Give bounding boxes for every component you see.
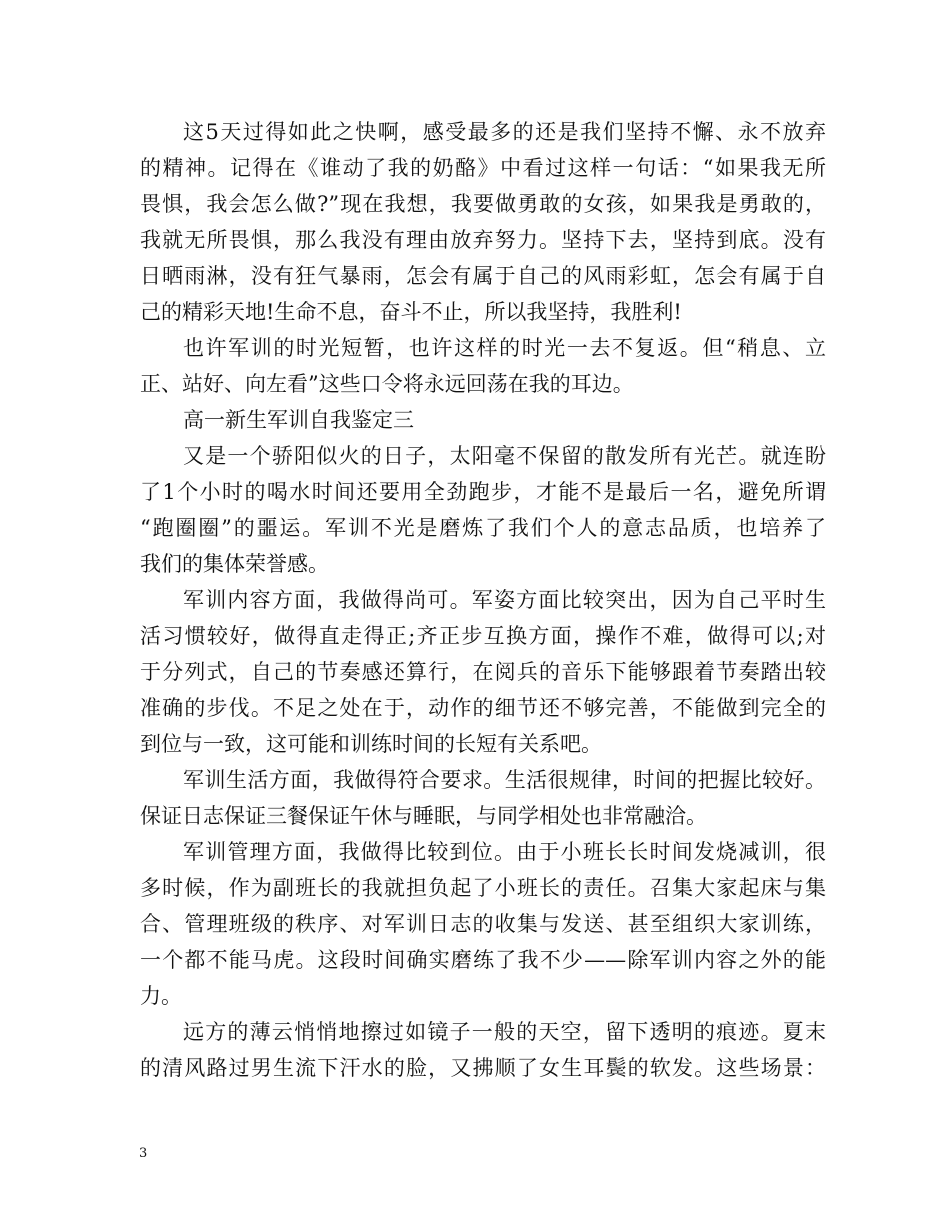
- text-line: 这5天过得如此之快啊，感受最多的还是我们坚持不懈、永不放弃: [183, 120, 826, 144]
- text-line: 我就无所畏惧，那么我没有理由放弃努力。坚持下去，坚持到底。没有: [140, 228, 826, 252]
- text-line: 军训内容方面，我做得尚可。军姿方面比较突出，因为自己平时生: [183, 588, 826, 612]
- text-line: 的清风路过男生流下汗水的脸，又拂顺了女生耳鬓的软发。这些场景：: [140, 1056, 826, 1080]
- text-line: 军训生活方面，我做得符合要求。生活很规律，时间的把握比较好。: [183, 768, 826, 792]
- text-line: 军训管理方面，我做得比较到位。由于小班长长时间发烧减训，很: [183, 840, 826, 864]
- text-line: 了1个小时的喝水时间还要用全劲跑步，才能不是最后一名，避免所谓: [140, 480, 826, 504]
- text-line: 于分列式，自己的节奏感还算行，在阅兵的音乐下能够跟着节奏踏出较: [140, 660, 826, 684]
- text-line: 高一新生军训自我鉴定三: [183, 408, 414, 432]
- text-line: 的精神。记得在《谁动了我的奶酪》中看过这样一句话：“如果我无所: [140, 156, 826, 180]
- page-number: 3: [139, 1146, 148, 1161]
- text-line: 保证日志保证三餐保证午休与睡眠，与同学相处也非常融洽。: [140, 804, 707, 828]
- text-line: 远方的薄云悄悄地擦过如镜子一般的天空，留下透明的痕迹。夏末: [183, 1020, 826, 1044]
- text-line: 日晒雨淋，没有狂气暴雨，怎会有属于自己的风雨彩虹，怎会有属于自: [140, 264, 826, 288]
- text-line: 活习惯较好，做得直走得正;齐正步互换方面，操作不难，做得可以;对: [140, 624, 826, 648]
- text-line: 一个都不能马虎。这段时间确实磨练了我不少——除军训内容之外的能: [140, 948, 826, 972]
- text-line: 合、管理班级的秩序、对军训日志的收集与发送、甚至组织大家训练，: [140, 912, 826, 936]
- text-line: 畏惧，我会怎么做?”现在我想，我要做勇敢的女孩，如果我是勇敢的，: [140, 192, 826, 216]
- text-line: 到位与一致，这可能和训练时间的长短有关系吧。: [140, 732, 602, 756]
- text-line: 多时候，作为副班长的我就担负起了小班长的责任。召集大家起床与集: [140, 876, 826, 900]
- text-line: 力。: [140, 984, 182, 1008]
- text-line: 我们的集体荣誉感。: [140, 552, 329, 576]
- text-line: 己的精彩天地!生命不息，奋斗不止，所以我坚持，我胜利!: [140, 300, 682, 324]
- document-body: [140, 114, 826, 1086]
- text-line: 正、站好、向左看”这些口令将永远回荡在我的耳边。: [140, 372, 634, 396]
- text-line: 准确的步伐。不足之处在于，动作的细节还不够完善，不能做到完全的: [140, 696, 826, 720]
- text-line: 又是一个骄阳似火的日子，太阳毫不保留的散发所有光芒。就连盼: [183, 444, 826, 468]
- text-line: “跑圈圈”的噩运。军训不光是磨炼了我们个人的意志品质，也培养了: [140, 516, 826, 540]
- text-line: 也许军训的时光短暂，也许这样的时光一去不复返。但“稍息、立: [183, 336, 826, 360]
